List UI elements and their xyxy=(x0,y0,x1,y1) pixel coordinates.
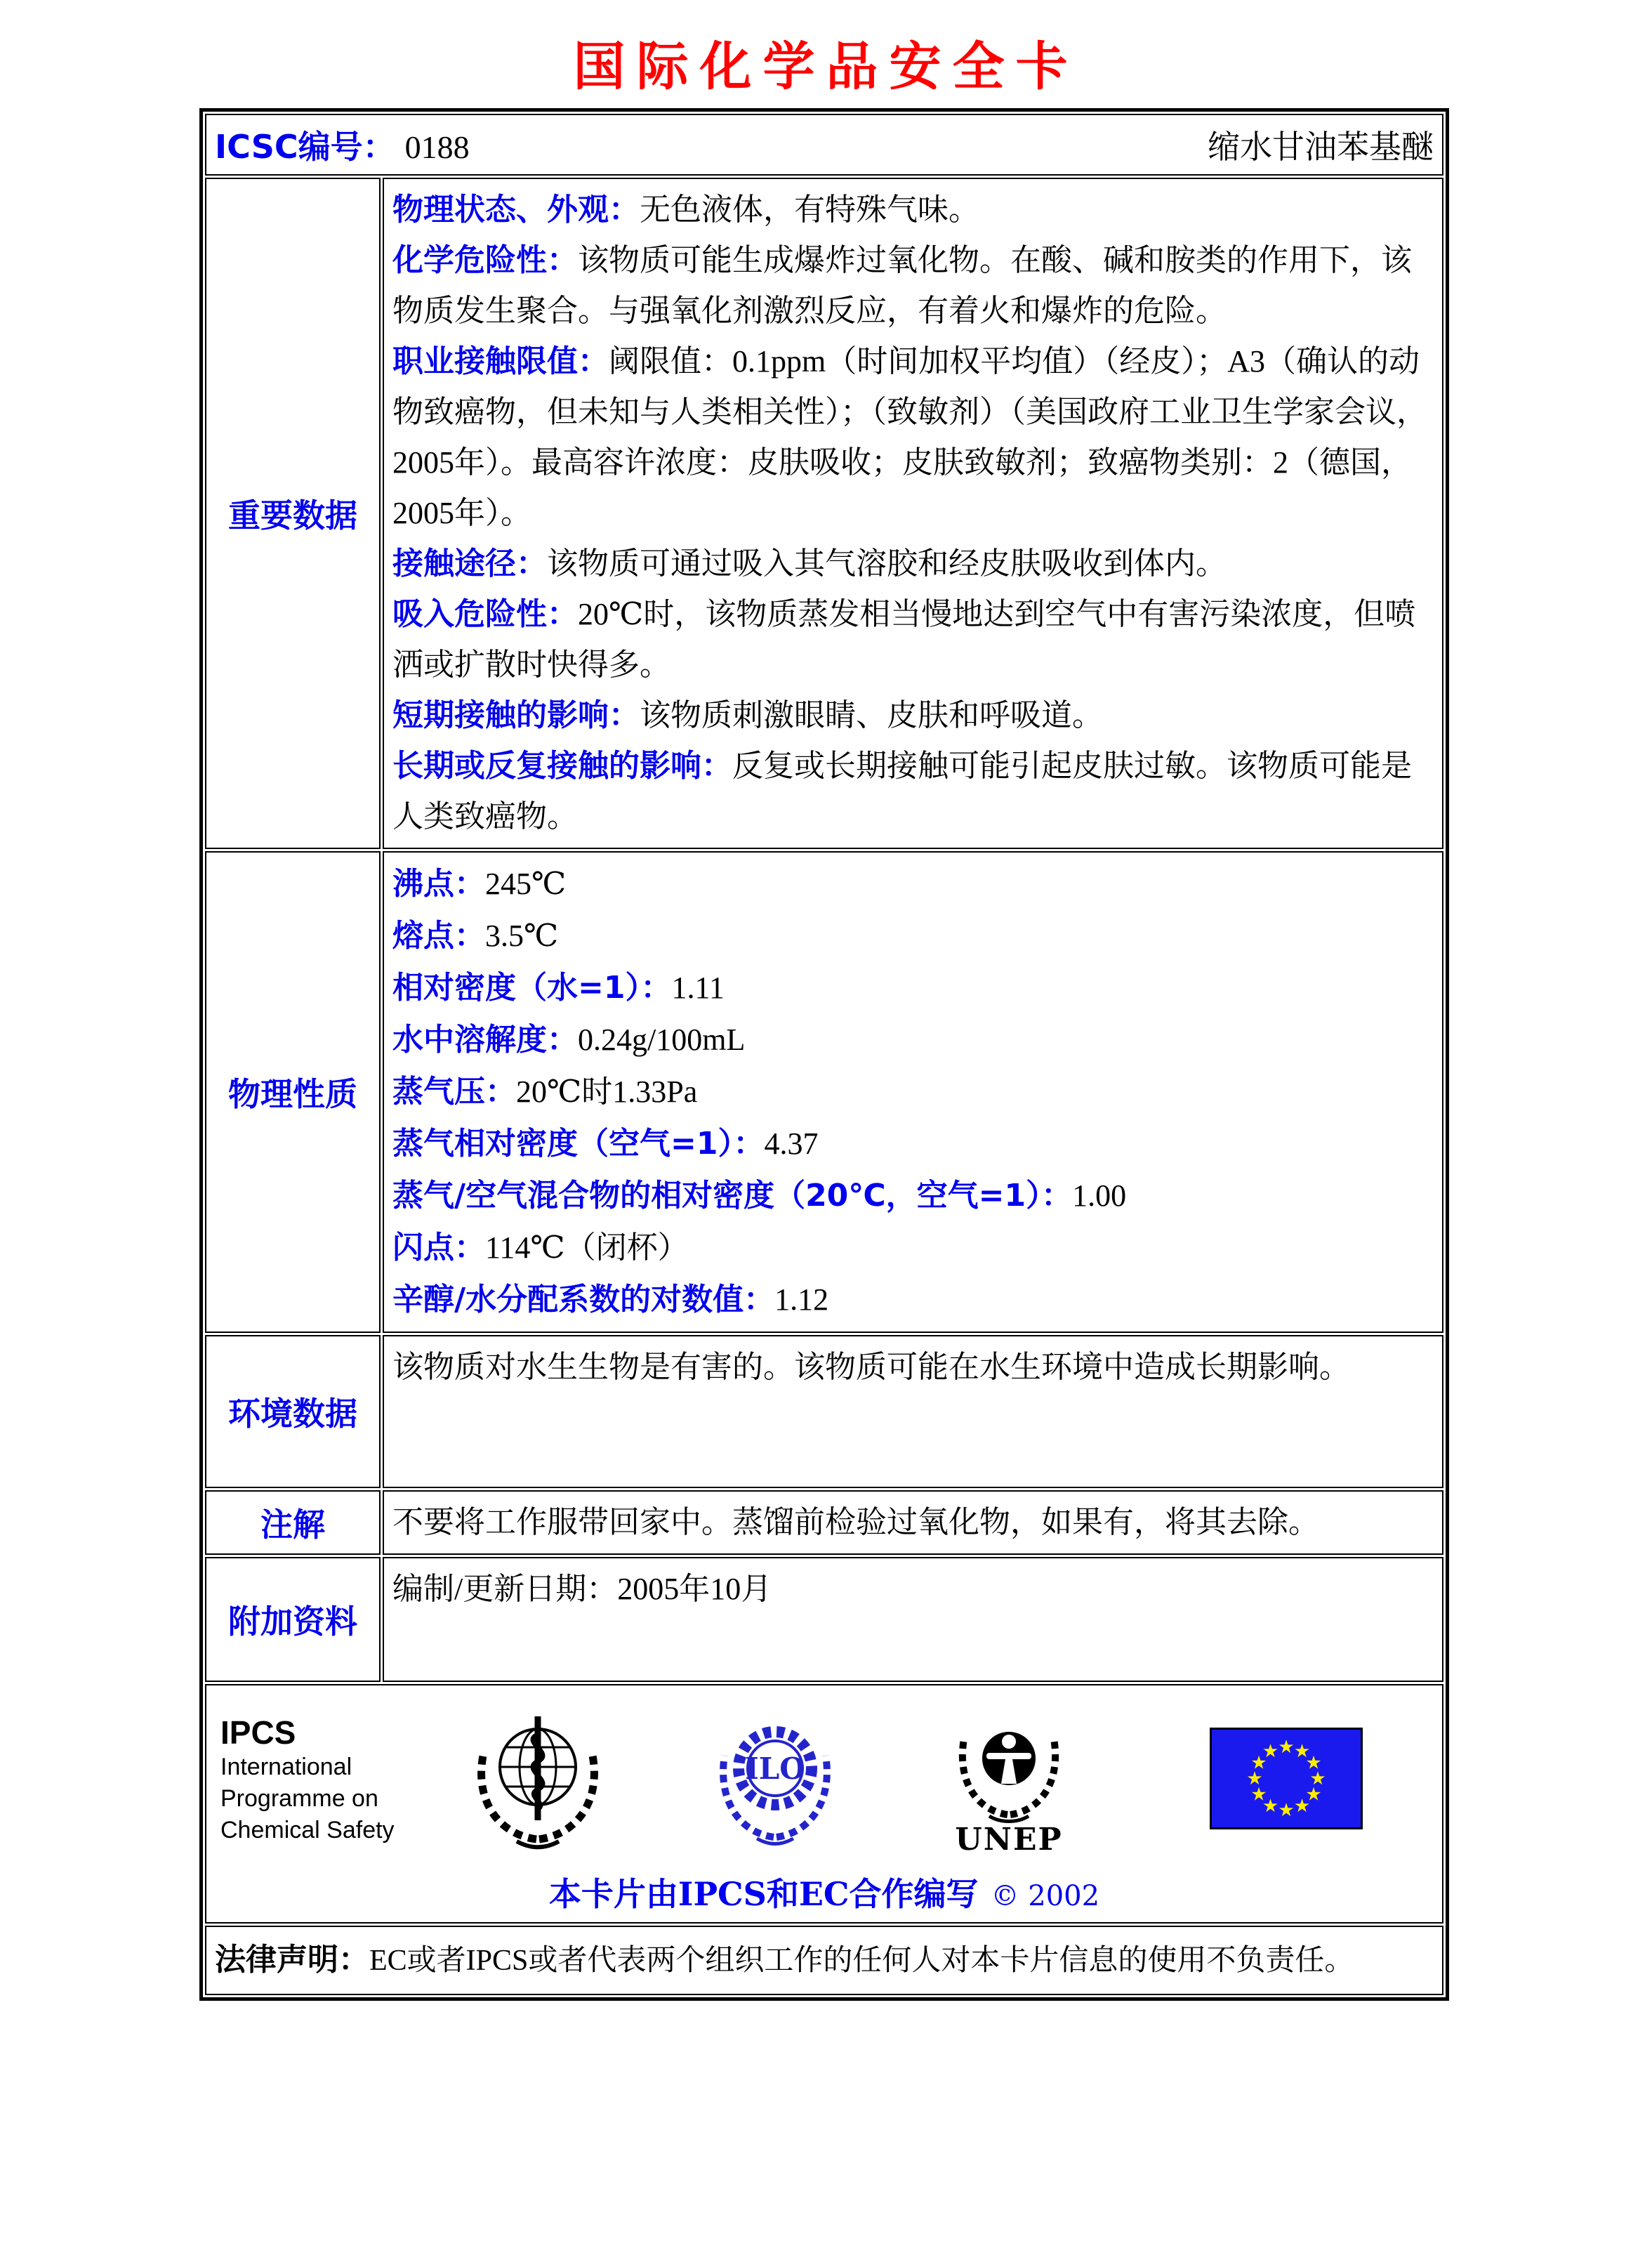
prop-label: 辛醇/水分配系数的对数值： xyxy=(392,1282,775,1317)
prop-label: 相对密度（水=1）： xyxy=(392,970,672,1006)
svg-text:★: ★ xyxy=(1305,1752,1322,1773)
field-label: 职业接触限值： xyxy=(392,343,609,379)
field-occupational-exposure-limits: 职业接触限值：阈限值：0.1ppm（时间加权平均值）（经皮）；A3（确认的动物致癌物，但未知与人类相关性）；（致敏剂）（美国政府工业卫生学家会议，2005年）。最高容许浓度：皮肤吸收；皮肤致敏剂；致癌物类别：2（德国，2005年）。 xyxy=(392,343,1427,530)
card-header xyxy=(215,121,1434,168)
section-label-environmental-data: 环境数据 xyxy=(205,1335,381,1488)
svg-text:★: ★ xyxy=(1262,1740,1279,1762)
field-short-term-effects: 短期接触的影响：该物质刺激眼睛、皮肤和呼吸道。 xyxy=(392,697,1103,733)
prop-label: 闪点： xyxy=(392,1230,485,1265)
field-chemical-dangers: 化学危险性：该物质可能生成爆炸过氧化物。在酸、碱和胺类的作用下，该物质发生聚合。与强氧化剂激烈反应，有着火和爆炸的危险。 xyxy=(392,242,1412,328)
icsc-number-label: ICSC编号： xyxy=(215,128,395,166)
prop-vapour-relative-density: 蒸气相对密度（空气=1）：4.37 xyxy=(392,1126,819,1162)
svg-text:★: ★ xyxy=(1293,1795,1311,1817)
table-row xyxy=(205,1557,1443,1682)
additional-text: 编制/更新日期：2005年10月 xyxy=(392,1572,772,1606)
section-label-important-data: 重要数据 xyxy=(205,178,381,849)
notes-text: 不要将工作服带回家中。蒸馏前检验过氧化物，如果有，将其去除。 xyxy=(392,1505,1319,1539)
prop-label: 水中溶解度： xyxy=(392,1022,578,1058)
credit-line xyxy=(220,1869,1428,1915)
svg-text:★: ★ xyxy=(1278,1736,1295,1758)
section-content-important-data xyxy=(383,178,1443,849)
who-icon xyxy=(454,1704,622,1856)
field-label: 长期或反复接触的影响： xyxy=(392,748,732,784)
ipcs-subtitle-line2: Programme on xyxy=(220,1785,378,1812)
field-inhalation-risk: 吸入危险性：20℃时，该物质蒸发相当慢地达到空气中有害污染浓度，但喷洒或扩散时快得多。 xyxy=(392,596,1416,682)
field-label: 吸入危险性： xyxy=(392,596,578,632)
ipcs-text-block xyxy=(220,1714,431,1846)
field-long-term-effects: 长期或反复接触的影响：反复或长期接触可能引起皮肤过敏。该物质可能是人类致癌物。 xyxy=(392,748,1412,834)
ipcs-title: IPCS xyxy=(220,1714,296,1751)
icsc-number-value: 0188 xyxy=(404,129,470,165)
section-content-additional-information xyxy=(383,1557,1443,1682)
section-content-physical-properties xyxy=(383,851,1443,1333)
table-row xyxy=(205,1490,1443,1555)
field-label: 物理状态、外观： xyxy=(392,192,640,228)
ilo-label: ILO xyxy=(745,1751,805,1786)
table-row xyxy=(205,114,1443,176)
section-content-environmental-data xyxy=(383,1335,1443,1488)
table-row xyxy=(205,1335,1443,1488)
svg-text:★: ★ xyxy=(1262,1795,1279,1817)
section-label-notes: 注解 xyxy=(205,1490,381,1555)
table-row xyxy=(205,1926,1443,1995)
field-routes-of-exposure: 接触途径：该物质可通过吸入其气溶胶和经皮肤吸收到体内。 xyxy=(392,546,1227,581)
legal-notice-text: EC或者IPCS或者代表两个组织工作的任何人对本卡片信息的使用不负责任。 xyxy=(369,1945,1354,1977)
prop-label: 沸点： xyxy=(392,866,485,902)
prop-label: 蒸气/空气混合物的相对密度（20℃，空气=1）： xyxy=(392,1178,1073,1214)
prop-label: 熔点： xyxy=(392,918,485,954)
logos-section xyxy=(205,1684,1443,1924)
prop-vapour-pressure: 蒸气压：20℃时1.33Pa xyxy=(392,1074,698,1110)
prop-octanol-water-coefficient: 辛醇/水分配系数的对数值：1.12 xyxy=(392,1282,829,1317)
copyright-text: © 2002 xyxy=(991,1880,1100,1912)
field-physical-state-appearance: 物理状态、外观：无色液体，有特殊气味。 xyxy=(392,192,979,228)
substance-name: 缩水甘油苯基醚 xyxy=(1208,129,1434,165)
prop-vapour-air-mixture-density: 蒸气/空气混合物的相对密度（20℃，空气=1）：1.00 xyxy=(392,1178,1127,1214)
section-content-notes xyxy=(383,1490,1443,1555)
unep-label: UNEP xyxy=(955,1822,1063,1858)
prop-label: 蒸气压： xyxy=(392,1074,516,1110)
table-row xyxy=(205,178,1443,849)
svg-text:★: ★ xyxy=(1293,1740,1311,1762)
legal-notice-label: 法律声明： xyxy=(215,1942,369,1978)
svg-text:★: ★ xyxy=(1278,1799,1295,1821)
ilo-icon xyxy=(703,1704,847,1856)
eu-flag-icon xyxy=(1210,1728,1363,1833)
svg-text:★: ★ xyxy=(1250,1752,1267,1773)
field-label: 短期接触的影响： xyxy=(392,697,640,733)
prop-relative-density: 相对密度（水=1）：1.11 xyxy=(392,970,725,1006)
table-row xyxy=(205,1684,1443,1924)
field-label: 化学危险性： xyxy=(392,242,578,278)
section-label-additional-information: 附加资料 xyxy=(205,1557,381,1682)
svg-text:★: ★ xyxy=(1305,1784,1322,1805)
section-label-physical-properties: 物理性质 xyxy=(205,851,381,1333)
ipcs-subtitle-line3: Chemical Safety xyxy=(220,1817,395,1843)
environmental-text: 该物质对水生生物是有害的。该物质可能在水生环境中造成长期影响。 xyxy=(392,1350,1350,1384)
prop-boiling-point: 沸点：245℃ xyxy=(392,866,567,902)
ipcs-subtitle-line1: International xyxy=(220,1754,352,1780)
svg-text:★: ★ xyxy=(1309,1768,1326,1789)
prop-water-solubility: 水中溶解度：0.24g/100mL xyxy=(392,1022,746,1058)
prop-label: 蒸气相对密度（空气=1）： xyxy=(392,1126,765,1162)
unep-icon xyxy=(946,1697,1072,1863)
legal-notice xyxy=(205,1926,1443,1995)
prop-flash-point: 闪点：114℃（闭杯） xyxy=(392,1230,689,1265)
page-title: 国际化学品安全卡 xyxy=(573,37,1079,97)
icsc-card-table xyxy=(199,108,1449,2001)
prop-melting-point: 熔点：3.5℃ xyxy=(392,918,559,954)
table-row xyxy=(205,851,1443,1333)
credit-text: 本卡片由IPCS和EC合作编写 xyxy=(548,1875,979,1913)
svg-text:★: ★ xyxy=(1246,1768,1263,1789)
svg-text:★: ★ xyxy=(1250,1784,1267,1805)
field-label: 接触途径： xyxy=(392,546,547,581)
